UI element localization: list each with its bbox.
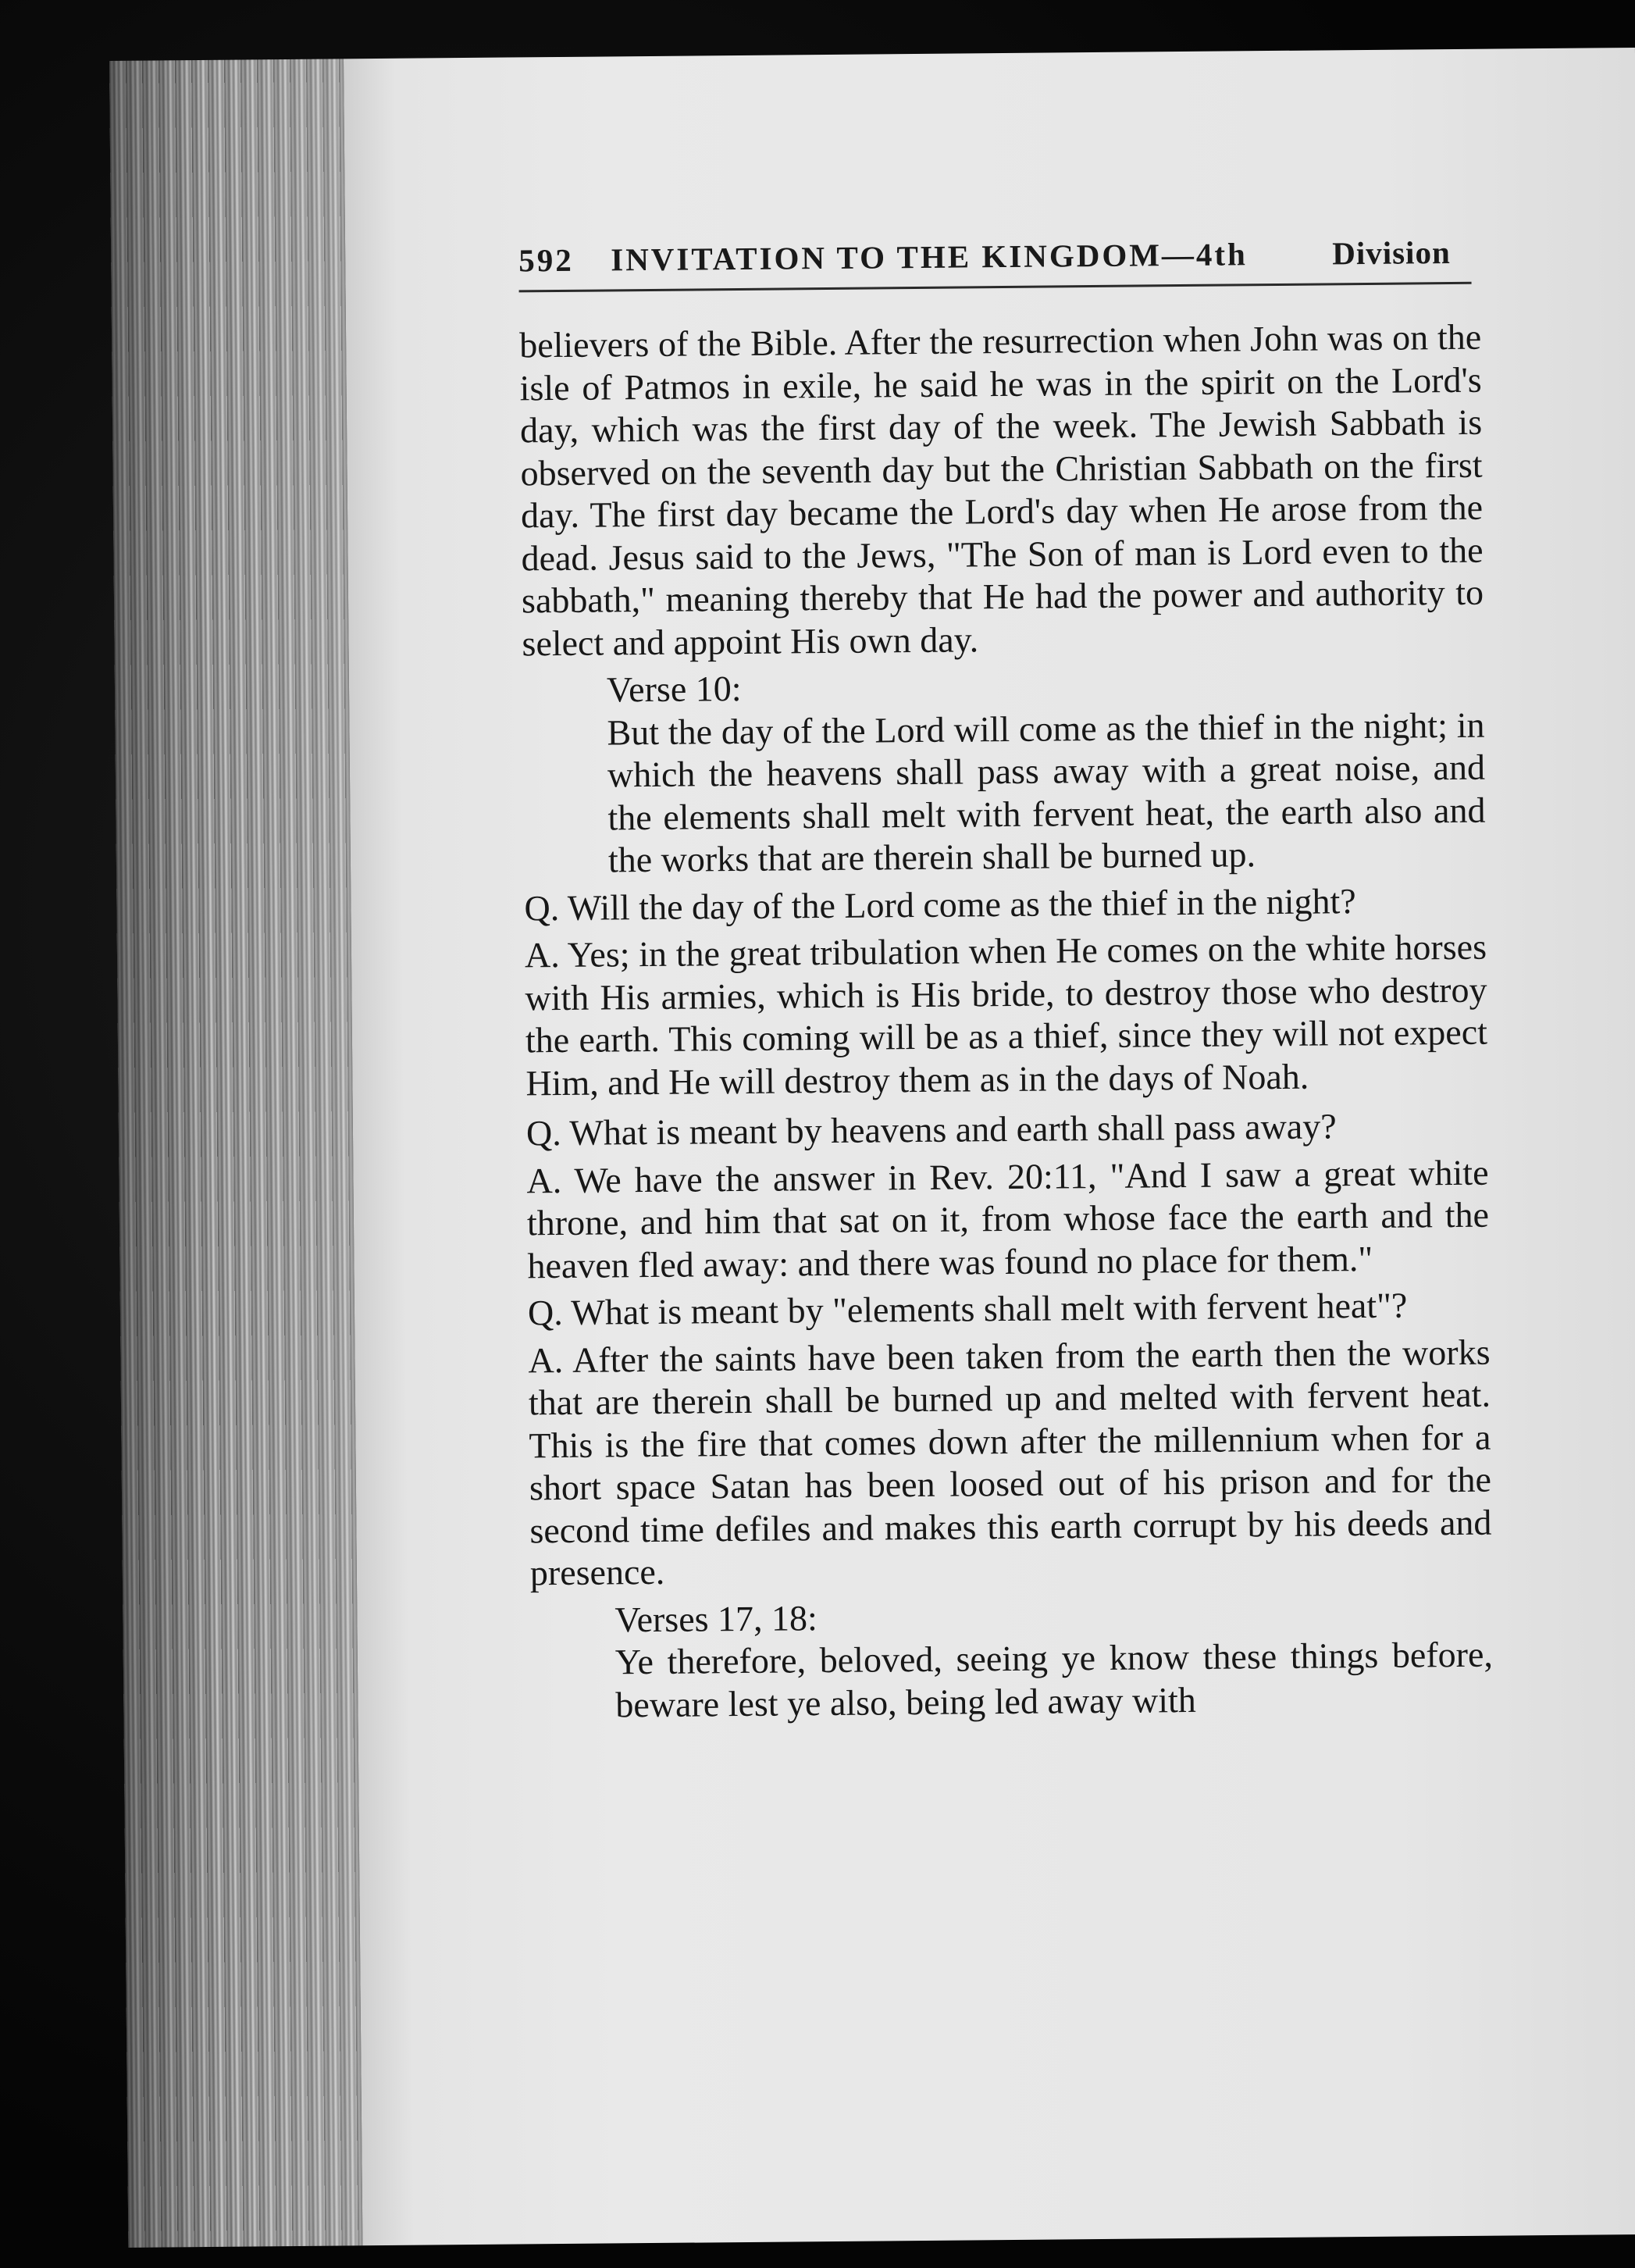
answer: A. After the saints have been taken from the earth then the works that are therein shall be burned up and melted with fervent heat. This is the fire that comes down after the millennium when for a short space Satan has been loosed out of his prison and for the second time defiles and makes this earth corrupt by his deeds and presence.: [528, 1332, 1492, 1593]
answer: A. We have the answer in Rev. 20:11, "And I saw a great white throne, and him that sat on it, from whose face the earth and the heaven fled away: and there was found no place for them.": [526, 1152, 1490, 1286]
book-page: [344, 48, 1635, 2245]
answer: A. Yes; in the great tribulation when He comes on the white horses with His armies, which is His bride, to destroy those who destroy the earth. This coming will be as a thief, since they will not expect Him, and He will destroy them as in the days of Noah.: [524, 926, 1488, 1103]
verse-heading: Verses 17, 18:: [614, 1597, 818, 1639]
book-page-scan: [109, 48, 1635, 2248]
verse-quote: But the day of the Lord will come as the thief in the night; in which the heavens shall pass away with a great noise, and the elements shall melt with fervent heat, the earth also and the works that are therein shall be burned up.: [607, 704, 1486, 880]
paragraph-continuation: believers of the Bible. After the resurrection when John was on the isle of Patmos in exile, he said he was in the spirit on the Lord's day, which was the first day of the week. The Jewish Sabbath is observed on the seventh day but the Christian Sabbath on the first day. The first day became the Lord's day when He arose from the dead. Jesus said to the Jews, "The Son of man is Lord even to the sabbath," meaning thereby that He had the power and authority to select and appoint His own day.: [518, 316, 1484, 663]
verse-quote: Ye therefore, beloved, seeing ye know these things before, beware lest ye also, being led away with: [614, 1634, 1494, 1724]
page-number: 592: [518, 241, 574, 279]
verse-heading: Verse 10:: [606, 668, 742, 710]
page-edges: [109, 59, 362, 2248]
running-title: INVITATION TO THE KINGDOM—4th: [611, 236, 1249, 278]
division-label: Division: [1332, 234, 1451, 272]
running-header: [518, 234, 1471, 291]
question: Q. What is meant by heavens and earth shall pass away?: [525, 1106, 1337, 1154]
body-text: [519, 316, 1494, 1728]
question: Q. What is meant by "elements shall melt with fervent heat"?: [527, 1285, 1408, 1333]
question: Q. Will the day of the Lord come as the thief in the night?: [524, 880, 1356, 928]
